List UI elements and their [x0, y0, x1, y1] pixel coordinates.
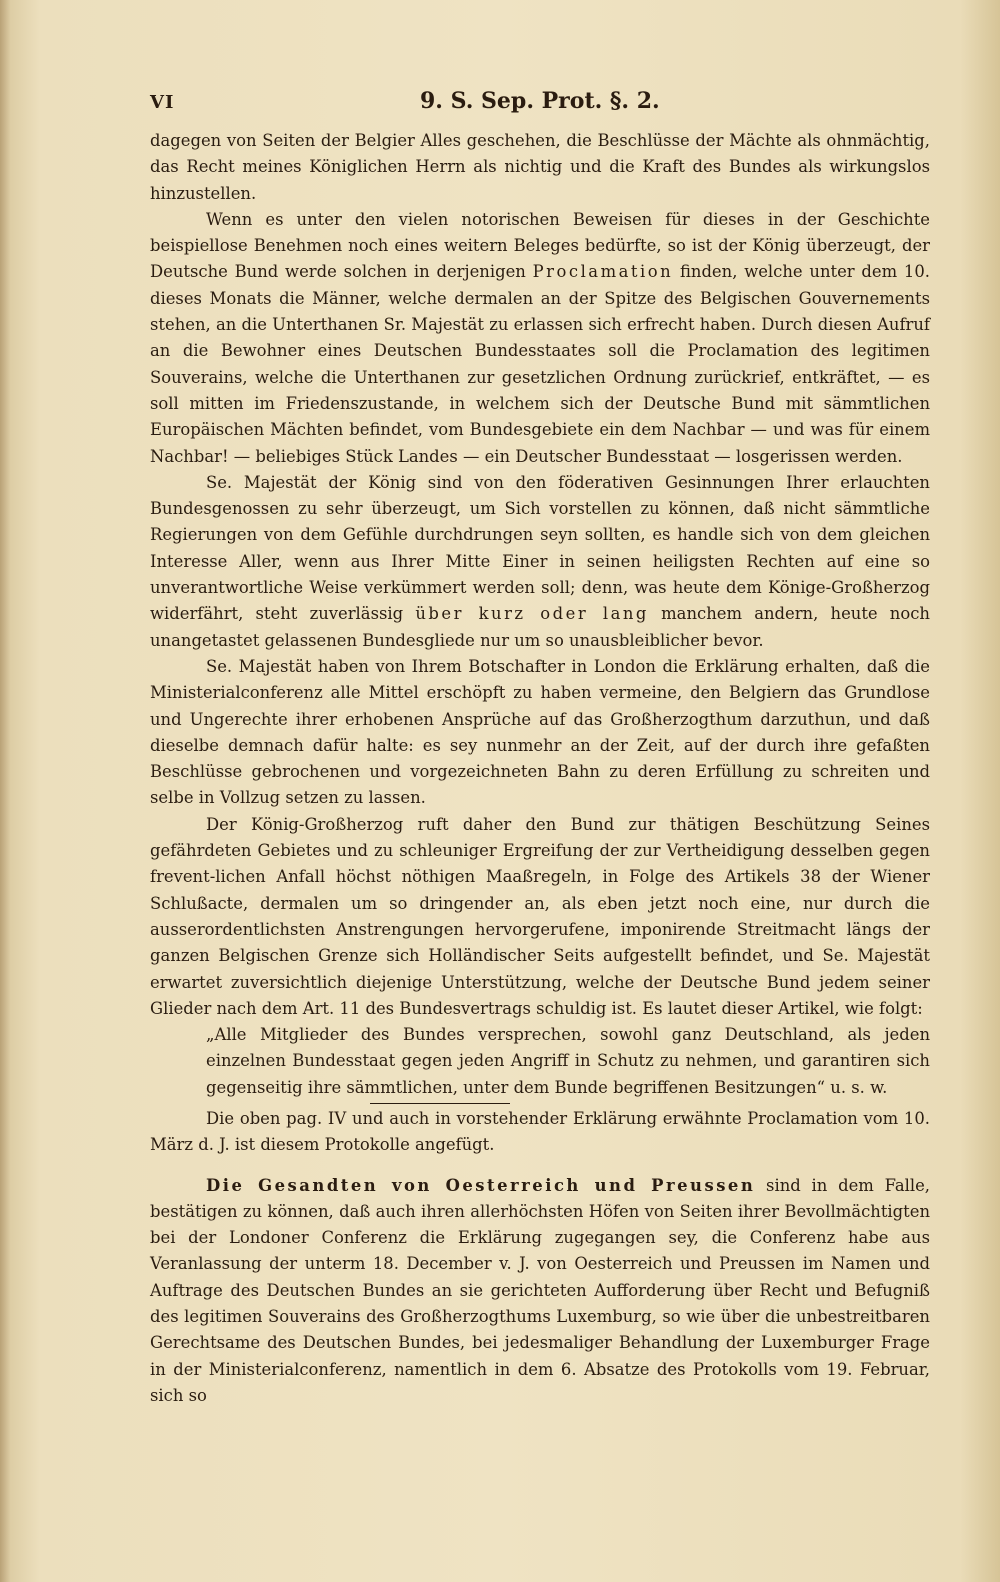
running-head: 9. S. Sep. Prot. §. 2.	[420, 88, 660, 114]
page-binding-edge	[0, 0, 10, 1582]
envoys-heading: Die Gesandten von Oesterreich und Preussen	[206, 1175, 756, 1195]
page-number: VI	[150, 92, 175, 113]
paragraph-1: dagegen von Seiten der Belgier Alles geschehen, die Beschlüsse der Mächte als ohnmächtig, das Recht meines Königlichen Herrn als nichtig und die Kraft des Bundes als wirkungslos hinzustellen.	[150, 131, 930, 203]
separator-rule	[370, 1103, 510, 1104]
paragraph-2-text-b: finden, welche unter dem 10. dieses Monats die Männer, welche dermalen an der Spitze des Belgischen Gouvernements stehen, an die Unterthanen Sr. Majestät zu erlassen sich erfrecht haben. Durch diesen Aufruf an die Bewohner eines Deutschen Bundesstaates soll die Proclamation des legitimen Souverains, welche die Unterthanen zur gesetzlichen Ordnung zurückrief, entkräftet, — es soll mitten im Friedenszustande, in welchem sich der Deutsche Bund mit sämmtlichen Europäischen Mächten befindet, vom Bundesgebiete ein dem Nachbar — und was für einem Nachbar! — beliebiges Stück Landes — ein Deutscher Bundesstaat — losgerissen werden.	[150, 262, 930, 466]
paragraph-5: Der König-Großherzog ruft daher den Bund zur thätigen Beschützung Seines gefährdeten Gebietes und zu schleuniger Ergreifung der zur Vertheidigung desselben gegen frevent-lichen Anfall höchst nöthigen Maaßregeln, in Folge des Artikels 38 der Wiener Schlußacte, dermalen um so dringender an, als eben jetzt noch eine, nur durch die ausserordentlichsten Anstrengungen hervorgerufene, imponirende Streitmacht längs der ganzen Belgischen Grenze sich Holländischer Seits aufgestellt befindet, und Se. Majestät erwartet zuversichtlich diejenige Unterstützung, welche der Deutsche Bund jedem seiner Glieder nach dem Art. 11 des Bundesvertrags schuldig ist. Es lautet dieser Artikel, wie folgt:	[150, 814, 930, 1018]
page-header	[150, 86, 930, 126]
page-body	[150, 128, 930, 1409]
paragraph-4: Se. Majestät haben von Ihrem Botschafter in London die Erklärung erhalten, daß die Ministerialconferenz alle Mittel erschöpft zu haben vermeine, den Belgiern das Grundlose und Ungerechte ihrer erhobenen Ansprüche auf das Großherzogthum darzuthun, und daß dieselbe demnach dafür halte: es sey nunmehr an der Zeit, auf der durch ihre gefaßten Beschlüsse gebrochenen und vorgezeichneten Bahn zu deren Erfüllung zu schreiten und selbe in Vollzug setzen zu lassen.	[150, 656, 930, 808]
paragraph-7-text: sind in dem Falle, bestätigen zu können, daß auch ihren allerhöchsten Höfen von Seiten ihrer Bevollmächtigten bei der Londoner Conferenz die Erklärung zugegangen sey, die Conferenz habe aus Veranlassung der unterm 18. December v. J. von Oesterreich und Preussen im Namen und Auftrage des Deutschen Bundes an sie gerichteten Aufforderung über Recht und Befugniß des legitimen Souverains des Großherzogthums Luxemburg, so wie über die unbestreitbaren Gerechtsame des Deutschen Bundes, bei jedesmaliger Behandlung der Luxemburger Frage in der Ministerialconferenz, namentlich in dem 6. Absatze des Protokolls vom 19. Februar, sich so	[150, 1175, 930, 1405]
spaced-emphasis: über kurz oder lang	[415, 604, 649, 624]
paragraph-3-text-a: Se. Majestät der König sind von den föderativen Gesinnungen Ihrer erlauchten Bundesgenossen zu sehr überzeugt, um Sich vorstellen zu können, daß nicht sämmtliche Regierungen von dem Gefühle durchdrungen seyn sollten, es handle sich von dem gleichen Interesse Aller, wenn aus Ihrer Mitte Einer in seinen heiligsten Rechten auf eine so unverantwortliche Weise verkümmert werden soll; denn, was heute dem Könige-Großherzog widerfährt, steht zuverlässig	[150, 472, 930, 624]
quoted-article: „Alle Mitglieder des Bundes versprechen, sowohl ganz Deutschland, als jeden einzelnen Bundesstaat gegen jeden Angriff in Schutz zu nehmen, und garantiren sich gegenseitig ihre sämmtlichen, unter dem Bunde begriffenen Besitzungen“ u. s. w.	[206, 1025, 930, 1097]
paragraph-3	[150, 470, 930, 654]
paragraph-2-text-a: Wenn es unter den vielen notorischen Beweisen für dieses in der Geschichte beispiellose Benehmen noch eines weitern Beleges bedürfte, so ist der König überzeugt, der Deutsche Bund werde solchen in derjenigen	[150, 209, 930, 282]
paragraph-7	[150, 1173, 930, 1410]
paragraph-6: Die oben pag. IV und auch in vorstehender Erklärung erwähnte Proclamation vom 10. März d. J. ist diesem Protokolle angefügt.	[150, 1108, 930, 1155]
paragraph-2	[150, 207, 930, 470]
proclamation-emphasis: Proclamation	[532, 262, 674, 282]
paragraph-3-text-b: manchem andern, heute noch unangetastet gelassenen Bundesgliede nur um so unausbleiblicher bevor.	[150, 604, 930, 650]
